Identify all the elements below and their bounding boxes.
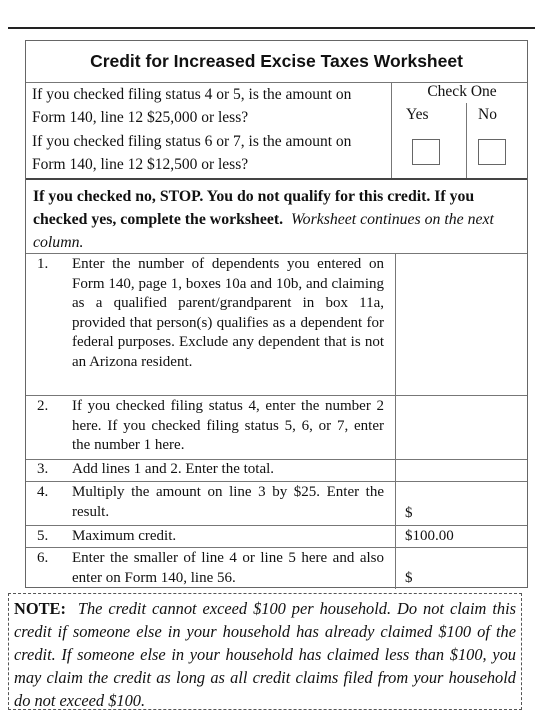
yes-checkbox[interactable] bbox=[412, 139, 440, 165]
line-5-text: Maximum credit. bbox=[72, 528, 177, 544]
eligibility-instructions bbox=[33, 185, 521, 254]
no-label: No bbox=[478, 106, 497, 123]
line-number: 4. bbox=[37, 484, 49, 500]
line-5-value[interactable]: $100.00 bbox=[405, 528, 454, 544]
check-one-label: Check One bbox=[427, 83, 497, 100]
line-4-value[interactable]: $ bbox=[405, 505, 413, 521]
stop-instruction: If you checked no, STOP. You do not qualify for this credit. If you checked yes, complete the worksheet. bbox=[33, 188, 475, 228]
divider bbox=[26, 253, 527, 254]
divider bbox=[26, 481, 527, 482]
divider bbox=[466, 103, 467, 178]
line-number: 3. bbox=[37, 461, 49, 477]
worksheet bbox=[25, 40, 528, 588]
line-3-text: Add lines 1 and 2. Enter the total. bbox=[72, 461, 275, 477]
top-rule bbox=[8, 27, 535, 29]
line-number: 1. bbox=[37, 256, 49, 272]
continue-note: Worksheet continues on the next column. bbox=[33, 211, 494, 251]
line-number: 6. bbox=[37, 550, 49, 566]
divider bbox=[395, 253, 396, 589]
worksheet-title: Credit for Increased Excise Taxes Worksheet bbox=[90, 51, 463, 71]
note-text: The credit cannot exceed $100 per household. Do not claim this credit if someone else in your household has already claimed $100 of the credit. If someone else in your household has claimed less than $100, you may claim the credit as long as all credit claims filed from your household do not exceed $100. bbox=[14, 599, 516, 710]
line-2-text: If you checked filing status 4, enter the number 2 here. If you checked filing status 5, 6, or 7, enter the number 1 here. bbox=[72, 398, 384, 453]
line-4-text: Multiply the amount on line 3 by $25. Enter the result. bbox=[72, 484, 384, 520]
divider bbox=[26, 547, 527, 548]
line-1-text: Enter the number of dependents you entered on Form 140, page 1, boxes 10a and 10b, and claiming as a qualified parent/grandparent in box 11a, provided that person(s) qualifies as a dependent for federal purposes. Exclude any dependent that is not an Arizona resident. bbox=[72, 256, 384, 370]
yes-label: Yes bbox=[406, 106, 429, 123]
no-checkbox[interactable] bbox=[478, 139, 506, 165]
line-6-value[interactable]: $ bbox=[405, 570, 413, 586]
note-box bbox=[8, 593, 522, 710]
line-number: 2. bbox=[37, 398, 49, 414]
question-status-6-7: If you checked filing status 6 or 7, is the amount on Form 140, line 12 $12,500 or less? bbox=[32, 133, 352, 173]
divider bbox=[26, 178, 527, 180]
line-6-text: Enter the smaller of line 4 or line 5 here and also enter on Form 140, line 56. bbox=[72, 550, 384, 586]
divider bbox=[26, 395, 527, 396]
divider bbox=[26, 525, 527, 526]
divider bbox=[391, 82, 392, 178]
note-label: NOTE: bbox=[14, 599, 66, 618]
question-status-4-5: If you checked filing status 4 or 5, is the amount on Form 140, line 12 $25,000 or less? bbox=[32, 86, 352, 126]
line-number: 5. bbox=[37, 528, 49, 544]
